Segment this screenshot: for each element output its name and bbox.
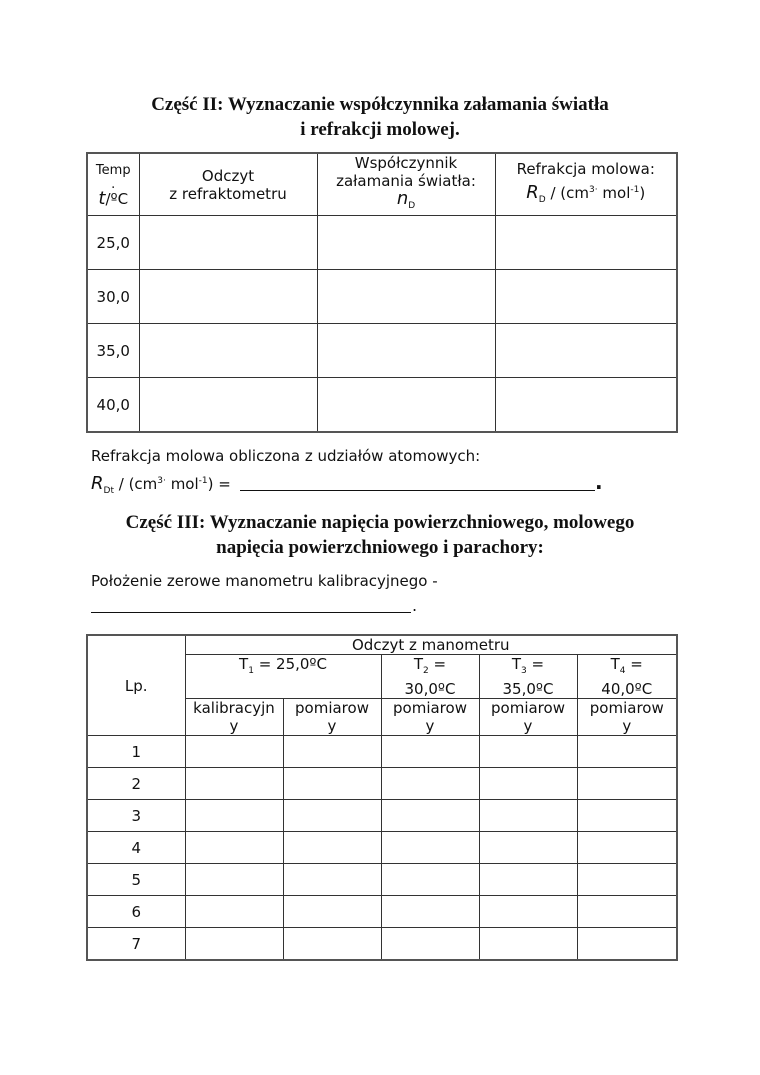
zero-label: Położenie zerowe manometru kalibracyjnego -: [91, 572, 438, 590]
header-t1: $T_1$ = 25,0ºC: [185, 655, 381, 699]
reading-cell[interactable]: [139, 378, 317, 433]
lp-cell: 2: [87, 768, 185, 800]
table-row: [87, 768, 677, 800]
value-cell[interactable]: [479, 928, 577, 961]
header-calibration: kalibracyjn y: [185, 699, 283, 736]
index-cell[interactable]: [317, 270, 495, 324]
header-measurement: pomiarow y: [479, 699, 577, 736]
index-cell[interactable]: [317, 216, 495, 270]
lp-cell: 3: [87, 800, 185, 832]
part3-heading: [60, 510, 700, 560]
calc-label: Refrakcja molowa obliczona z udziałów atomowych:: [91, 447, 481, 465]
lp-cell: 5: [87, 864, 185, 896]
header-manometer-reading: Odczyt z manometru: [185, 635, 677, 655]
value-cell[interactable]: [283, 896, 381, 928]
table-row: [87, 928, 677, 961]
value-cell[interactable]: [577, 736, 677, 768]
header-molar-refraction: Refrakcja molowa: $R_D / (cm^{3\cdot}$ mol$^{-1}$): [495, 153, 677, 216]
value-cell[interactable]: [185, 832, 283, 864]
value-cell[interactable]: [283, 736, 381, 768]
calc-answer-line[interactable]: [240, 490, 595, 491]
value-cell[interactable]: [185, 800, 283, 832]
lp-cell: 1: [87, 736, 185, 768]
value-cell[interactable]: [381, 896, 479, 928]
table-row: [87, 378, 677, 433]
header-t2: $T_2$ = 30,0ºC: [381, 655, 479, 699]
table-row: [87, 324, 677, 378]
index-cell[interactable]: [317, 324, 495, 378]
molar-refraction-cell[interactable]: [495, 270, 677, 324]
molar-refraction-cell[interactable]: [495, 324, 677, 378]
header-temp: Temp . t/ºC: [87, 153, 139, 216]
temp-cell: 35,0: [87, 324, 139, 378]
value-cell[interactable]: [283, 928, 381, 961]
value-cell[interactable]: [577, 832, 677, 864]
manometer-header-row1: [87, 635, 677, 655]
value-cell[interactable]: [479, 864, 577, 896]
header-measurement: pomiarow y: [381, 699, 479, 736]
value-cell[interactable]: [185, 768, 283, 800]
zero-end-dot: .: [412, 596, 418, 615]
value-cell[interactable]: [185, 736, 283, 768]
header-t3: $T_3$ = 35,0ºC: [479, 655, 577, 699]
value-cell[interactable]: [283, 832, 381, 864]
value-cell[interactable]: [479, 832, 577, 864]
zero-answer-line[interactable]: [91, 612, 411, 613]
value-cell[interactable]: [479, 736, 577, 768]
temp-cell: 30,0: [87, 270, 139, 324]
manometer-table: [86, 634, 678, 961]
part3-heading-line2: napięcia powierzchniowego i parachory:: [216, 537, 544, 558]
value-cell[interactable]: [185, 896, 283, 928]
index-cell[interactable]: [317, 378, 495, 433]
temp-cell: 40,0: [87, 378, 139, 433]
lp-cell: 7: [87, 928, 185, 961]
value-cell[interactable]: [381, 800, 479, 832]
part2-heading-line1: Część II: Wyznaczanie współczynnika załamania światła: [151, 94, 609, 115]
reading-cell[interactable]: [139, 270, 317, 324]
part2-heading: [60, 92, 700, 142]
value-cell[interactable]: [381, 736, 479, 768]
value-cell[interactable]: [577, 896, 677, 928]
value-cell[interactable]: [479, 800, 577, 832]
refraction-table: [86, 152, 678, 433]
lp-cell: 4: [87, 832, 185, 864]
table-row: [87, 832, 677, 864]
value-cell[interactable]: [381, 928, 479, 961]
table-row: [87, 216, 677, 270]
table-row: [87, 270, 677, 324]
value-cell[interactable]: [381, 864, 479, 896]
reading-cell[interactable]: [139, 216, 317, 270]
value-cell[interactable]: [283, 800, 381, 832]
table-row: [87, 896, 677, 928]
value-cell[interactable]: [577, 800, 677, 832]
reading-cell[interactable]: [139, 324, 317, 378]
table-row: [87, 800, 677, 832]
header-t4: $T_4$ = 40,0ºC: [577, 655, 677, 699]
part3-heading-line1: Część III: Wyznaczanie napięcia powierzchniowego, molowego: [125, 512, 635, 533]
value-cell[interactable]: [381, 832, 479, 864]
header-lp: Lp.: [87, 635, 185, 736]
value-cell[interactable]: [577, 928, 677, 961]
value-cell[interactable]: [577, 864, 677, 896]
value-cell[interactable]: [185, 928, 283, 961]
table-row: [87, 736, 677, 768]
value-cell[interactable]: [479, 768, 577, 800]
lp-cell: 6: [87, 896, 185, 928]
value-cell[interactable]: [283, 864, 381, 896]
temp-cell: 25,0: [87, 216, 139, 270]
value-cell[interactable]: [479, 896, 577, 928]
header-measurement: pomiarow y: [283, 699, 381, 736]
value-cell[interactable]: [283, 768, 381, 800]
calc-formula: $R_{Dt} / (cm^{3\cdot}$ mol$^{-1}$) =: [91, 473, 231, 496]
molar-refraction-cell[interactable]: [495, 216, 677, 270]
value-cell[interactable]: [577, 768, 677, 800]
table-row: [87, 864, 677, 896]
header-refractive-index: Współczynnik załamania światła: $n_D$: [317, 153, 495, 216]
value-cell[interactable]: [185, 864, 283, 896]
value-cell[interactable]: [381, 768, 479, 800]
header-reading: Odczyt z refraktometru: [139, 153, 317, 216]
molar-refraction-cell[interactable]: [495, 378, 677, 433]
header-measurement: pomiarow y: [577, 699, 677, 736]
part2-heading-line2: i refrakcji molowej.: [300, 119, 460, 140]
calc-end-dot: .: [595, 470, 603, 494]
refraction-table-header: [87, 153, 677, 216]
